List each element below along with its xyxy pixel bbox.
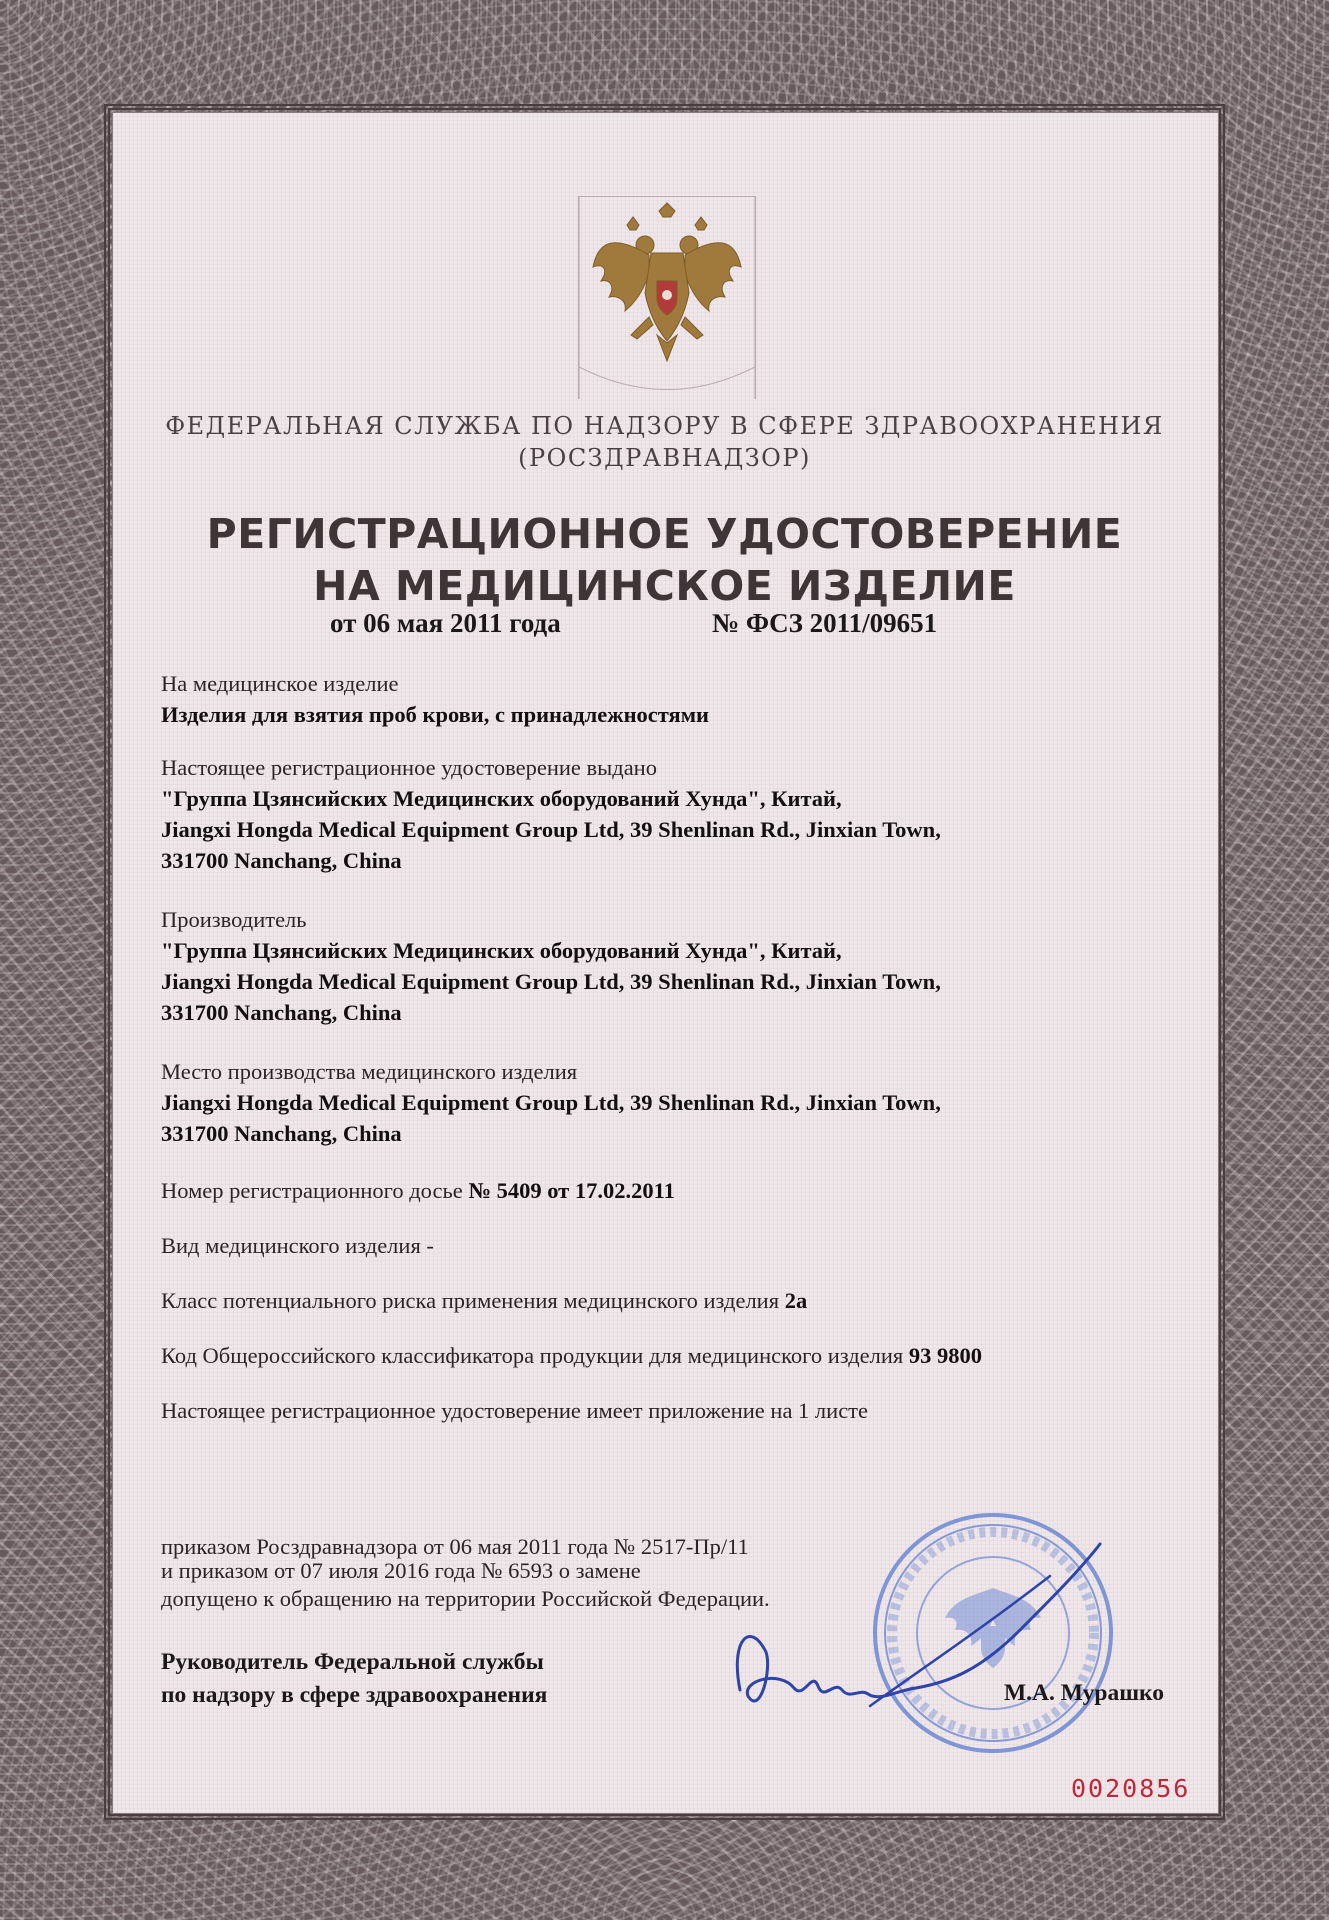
russian-double-headed-eagle-icon [579, 197, 755, 399]
manufacturer-line-1: "Группа Цзянсийских Медицинских оборудований Хунда", Китай, [161, 938, 842, 963]
issued-to-section [161, 752, 1171, 876]
okp-code-value: 93 9800 [908, 1343, 983, 1368]
manufacturer-line-2: Jiangxi Hongda Medical Equipment Group Ltd, 39 Shenlinan Rd., Jinxian Town, [161, 969, 941, 994]
title-line-1: РЕГИСТРАЦИОННОЕ УДОСТОВЕРЕНИЕ [206, 510, 1123, 558]
signatory-title [161, 1646, 547, 1712]
product-label: На медицинское изделие [161, 671, 399, 696]
issued-to-line-3: 331700 Nanchang, China [161, 848, 402, 873]
dossier-section [161, 1175, 1171, 1206]
manufacturer-label: Производитель [161, 907, 307, 932]
handwritten-signature [720, 1520, 1120, 1750]
document-meta [330, 608, 938, 639]
risk-class-label: Класс потенциального риска применения медицинского изделия [161, 1288, 785, 1313]
device-type-label: Вид медицинского изделия - [161, 1233, 434, 1258]
manufacturer-line-3: 331700 Nanchang, China [161, 1000, 402, 1025]
production-site-line-2: 331700 Nanchang, China [161, 1121, 402, 1146]
issue-date: от 06 мая 2011 года [330, 608, 561, 638]
order-line-3: допущено к обращению на территории Российской Федерации. [161, 1586, 770, 1611]
signatory-title-line-2: по надзору в сфере здравоохранения [161, 1682, 548, 1708]
production-site-label: Место производства медицинского изделия [161, 1059, 578, 1084]
signatory-title-line-1: Руководитель Федеральной службы [161, 1649, 544, 1675]
issued-to-line-1: "Группа Цзянсийских Медицинских оборудований Хунда", Китай, [161, 786, 842, 811]
serial-number: 0020856 [1071, 1774, 1191, 1803]
production-site-line-1: Jiangxi Hongda Medical Equipment Group Ltd, 39 Shenlinan Rd., Jinxian Town, [161, 1090, 941, 1115]
risk-class-value: 2а [784, 1288, 808, 1313]
emblem-box [578, 196, 756, 399]
dossier-value: № 5409 от 17.02.2011 [468, 1178, 675, 1203]
signatory-name: М.А. Мурашко [1004, 1680, 1165, 1706]
appendix-text: Настоящее регистрационное удостоверение имеет приложение на 1 листе [161, 1398, 869, 1423]
agency-abbrev: (РОСЗДРАВНАДЗОР) [518, 444, 811, 472]
product-value: Изделия для взятия проб крови, с принадлежностями [161, 702, 709, 727]
risk-class-section [161, 1285, 1171, 1316]
agency-name: ФЕДЕРАЛЬНАЯ СЛУЖБА ПО НАДЗОРУ В СФЕРЕ ЗДРАВООХРАНЕНИЯ [165, 412, 1164, 440]
certificate-number: № ФСЗ 2011/09651 [712, 608, 938, 638]
title-line-2: НА МЕДИЦИНСКОЕ ИЗДЕЛИЕ [313, 562, 1016, 610]
document-title [140, 508, 1189, 612]
agency-header [140, 410, 1189, 474]
manufacturer-section [161, 904, 1171, 1028]
order-line-2: и приказом от 07 июля 2016 года № 6593 о замене [161, 1558, 641, 1583]
order-line-1: приказом Росздравнадзора от 06 мая 2011 года № 2517-Пр/11 [161, 1534, 749, 1559]
okp-code-label: Код Общероссийского классификатора продукции для медицинского изделия [161, 1343, 909, 1368]
dossier-label: Номер регистрационного досье [161, 1178, 469, 1203]
device-type-section [161, 1230, 1171, 1261]
issued-to-line-2: Jiangxi Hongda Medical Equipment Group Ltd, 39 Shenlinan Rd., Jinxian Town, [161, 817, 941, 842]
issued-to-label: Настоящее регистрационное удостоверение выдано [161, 755, 657, 780]
production-site-section [161, 1056, 1171, 1149]
appendix-section [161, 1395, 1171, 1426]
product-section [161, 668, 1171, 730]
okp-code-section [161, 1340, 1171, 1371]
